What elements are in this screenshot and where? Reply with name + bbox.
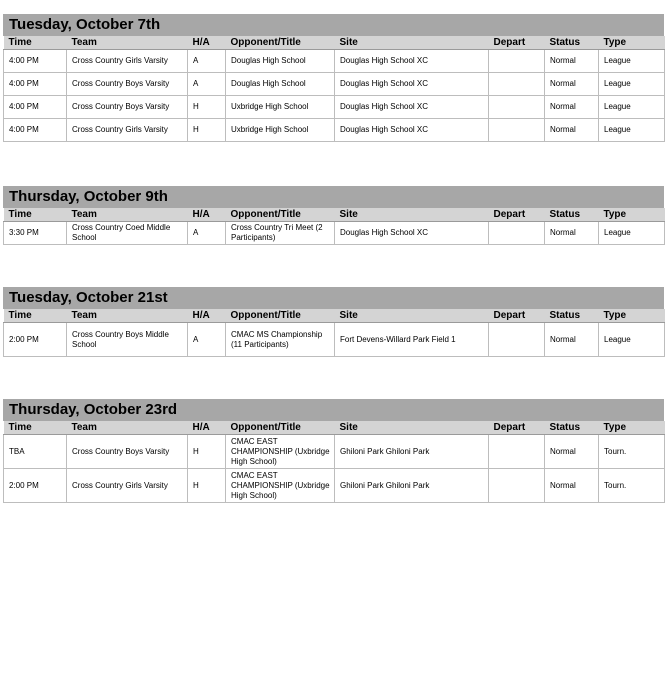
cell-home-away: A	[188, 73, 226, 96]
section-date-title: Thursday, October 23rd	[3, 399, 664, 421]
cell-site: Douglas High School XC	[335, 73, 489, 96]
cell-time: 2:00 PM	[4, 323, 67, 357]
header-home-away: H/A	[188, 309, 226, 323]
header-opponent: Opponent/Title	[226, 36, 335, 50]
cell-team: Cross Country Boys Varsity	[67, 435, 188, 469]
schedule-table	[3, 36, 665, 142]
header-site: Site	[335, 36, 489, 50]
cell-type: Tourn.	[599, 469, 665, 503]
cell-depart	[489, 119, 545, 142]
cell-depart	[489, 96, 545, 119]
day-section	[3, 186, 664, 245]
cell-team: Cross Country Boys Varsity	[67, 96, 188, 119]
cell-time: 2:00 PM	[4, 469, 67, 503]
cell-site: Ghiloni Park Ghiloni Park	[335, 435, 489, 469]
header-status: Status	[545, 421, 599, 435]
cell-team: Cross Country Girls Varsity	[67, 469, 188, 503]
table-row	[4, 435, 665, 469]
cell-team: Cross Country Boys Middle School	[67, 323, 188, 357]
header-status: Status	[545, 208, 599, 222]
cell-depart	[489, 435, 545, 469]
cell-status: Normal	[545, 73, 599, 96]
cell-home-away: A	[188, 323, 226, 357]
header-depart: Depart	[489, 208, 545, 222]
header-home-away: H/A	[188, 421, 226, 435]
cell-home-away: H	[188, 469, 226, 503]
cell-team: Cross Country Coed Middle School	[67, 222, 188, 245]
cell-opponent: Uxbridge High School	[226, 96, 335, 119]
cell-opponent: CMAC MS Championship (11 Participants)	[226, 323, 335, 357]
cell-opponent: Cross Country Tri Meet (2 Participants)	[226, 222, 335, 245]
cell-type: League	[599, 323, 665, 357]
header-status: Status	[545, 36, 599, 50]
cell-time: 4:00 PM	[4, 119, 67, 142]
schedule-table	[3, 309, 665, 357]
cell-opponent: Uxbridge High School	[226, 119, 335, 142]
header-type: Type	[599, 421, 665, 435]
section-date-title: Tuesday, October 7th	[3, 14, 664, 36]
header-type: Type	[599, 309, 665, 323]
header-opponent: Opponent/Title	[226, 309, 335, 323]
header-site: Site	[335, 421, 489, 435]
header-opponent: Opponent/Title	[226, 421, 335, 435]
cell-opponent: Douglas High School	[226, 73, 335, 96]
header-home-away: H/A	[188, 208, 226, 222]
cell-home-away: H	[188, 435, 226, 469]
cell-status: Normal	[545, 435, 599, 469]
cell-status: Normal	[545, 222, 599, 245]
cell-status: Normal	[545, 323, 599, 357]
header-type: Type	[599, 36, 665, 50]
cell-type: Tourn.	[599, 435, 665, 469]
cell-time: TBA	[4, 435, 67, 469]
table-row	[4, 222, 665, 245]
header-opponent: Opponent/Title	[226, 208, 335, 222]
cell-status: Normal	[545, 469, 599, 503]
section-date-title: Tuesday, October 21st	[3, 287, 664, 309]
cell-status: Normal	[545, 119, 599, 142]
header-site: Site	[335, 309, 489, 323]
cell-depart	[489, 222, 545, 245]
cell-time: 4:00 PM	[4, 50, 67, 73]
cell-depart	[489, 50, 545, 73]
table-header-row	[4, 421, 665, 435]
schedule-table	[3, 208, 665, 245]
table-row	[4, 96, 665, 119]
table-row	[4, 323, 665, 357]
table-row	[4, 469, 665, 503]
cell-time: 3:30 PM	[4, 222, 67, 245]
table-header-row	[4, 36, 665, 50]
cell-depart	[489, 73, 545, 96]
cell-type: League	[599, 73, 665, 96]
header-home-away: H/A	[188, 36, 226, 50]
header-team: Team	[67, 36, 188, 50]
header-depart: Depart	[489, 309, 545, 323]
header-site: Site	[335, 208, 489, 222]
cell-site: Douglas High School XC	[335, 96, 489, 119]
header-team: Team	[67, 421, 188, 435]
day-section	[3, 287, 664, 357]
cell-home-away: A	[188, 222, 226, 245]
cell-time: 4:00 PM	[4, 73, 67, 96]
cell-team: Cross Country Girls Varsity	[67, 50, 188, 73]
header-team: Team	[67, 208, 188, 222]
cell-status: Normal	[545, 50, 599, 73]
table-row	[4, 119, 665, 142]
cell-opponent: Douglas High School	[226, 50, 335, 73]
header-depart: Depart	[489, 36, 545, 50]
header-time: Time	[4, 36, 67, 50]
cell-team: Cross Country Girls Varsity	[67, 119, 188, 142]
cell-site: Douglas High School XC	[335, 222, 489, 245]
header-time: Time	[4, 208, 67, 222]
schedule-table	[3, 421, 665, 503]
cell-opponent: CMAC EAST CHAMPIONSHIP (Uxbridge High School)	[226, 469, 335, 503]
cell-status: Normal	[545, 96, 599, 119]
cell-site: Ghiloni Park Ghiloni Park	[335, 469, 489, 503]
cell-depart	[489, 323, 545, 357]
table-row	[4, 50, 665, 73]
header-depart: Depart	[489, 421, 545, 435]
table-header-row	[4, 208, 665, 222]
cell-home-away: A	[188, 50, 226, 73]
section-date-title: Thursday, October 9th	[3, 186, 664, 208]
cell-site: Douglas High School XC	[335, 119, 489, 142]
cell-time: 4:00 PM	[4, 96, 67, 119]
cell-site: Douglas High School XC	[335, 50, 489, 73]
day-section	[3, 14, 664, 142]
header-time: Time	[4, 309, 67, 323]
header-status: Status	[545, 309, 599, 323]
cell-team: Cross Country Boys Varsity	[67, 73, 188, 96]
header-time: Time	[4, 421, 67, 435]
cell-type: League	[599, 222, 665, 245]
cell-site: Fort Devens-Willard Park Field 1	[335, 323, 489, 357]
table-header-row	[4, 309, 665, 323]
cell-opponent: CMAC EAST CHAMPIONSHIP (Uxbridge High School)	[226, 435, 335, 469]
cell-type: League	[599, 96, 665, 119]
cell-type: League	[599, 50, 665, 73]
cell-type: League	[599, 119, 665, 142]
table-row	[4, 73, 665, 96]
header-type: Type	[599, 208, 665, 222]
cell-home-away: H	[188, 119, 226, 142]
cell-depart	[489, 469, 545, 503]
cell-home-away: H	[188, 96, 226, 119]
header-team: Team	[67, 309, 188, 323]
day-section	[3, 399, 664, 503]
